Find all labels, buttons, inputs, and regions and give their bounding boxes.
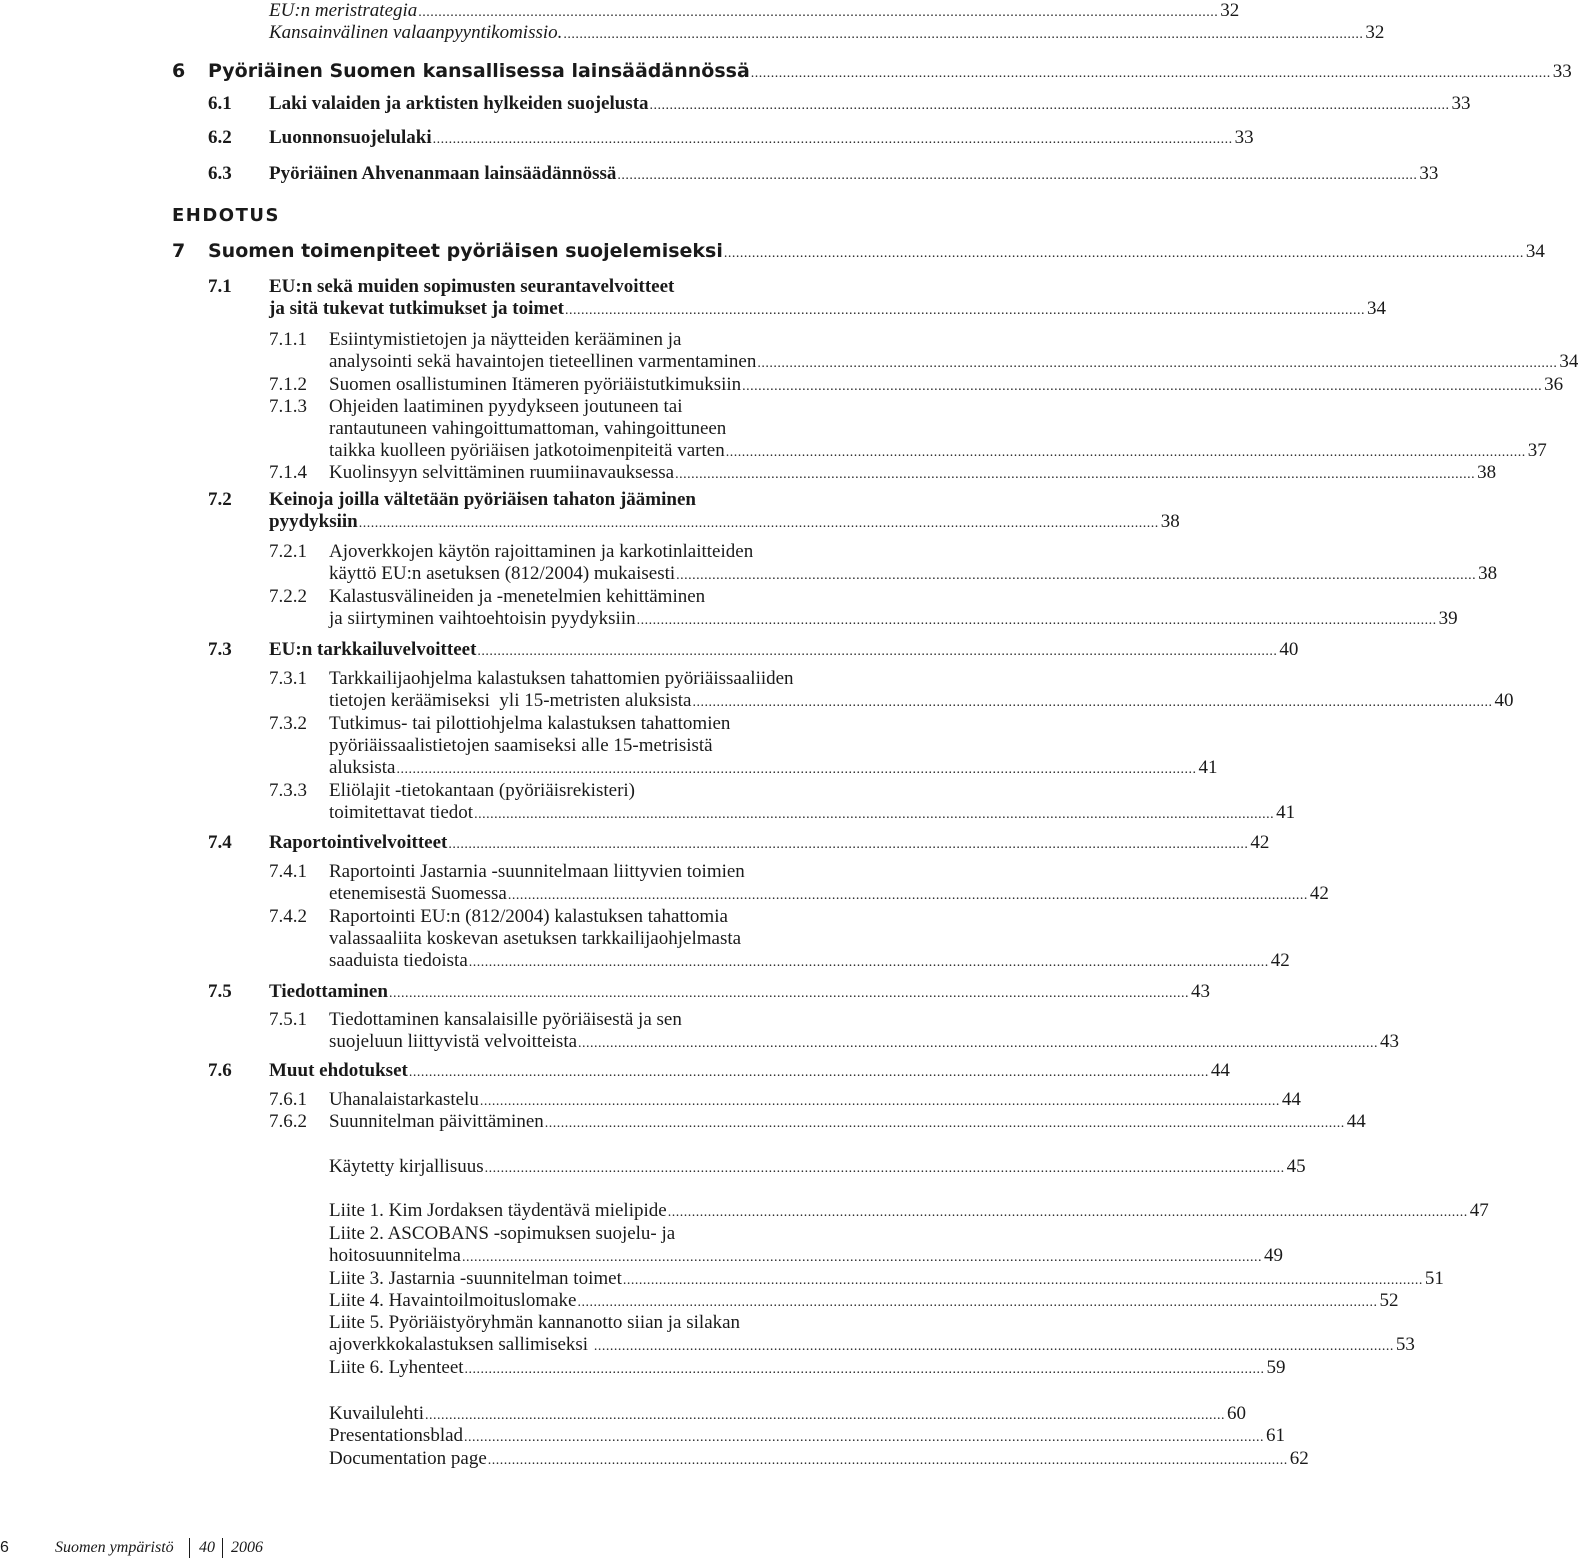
toc-section-number: 7.1.1 [269, 329, 307, 350]
toc-entry-line [329, 1031, 1400, 1053]
toc-entry-line [329, 780, 958, 802]
toc-entry-line [329, 668, 958, 690]
toc-entry-line [329, 1334, 1415, 1356]
toc-page-number: 43 [1190, 981, 1210, 1002]
dot-leader: ........................................................................................................................................................................................................ [723, 246, 1524, 261]
toc-entry-line [329, 1290, 1399, 1312]
toc-entry-line [329, 1089, 1301, 1111]
toc-page-number: 40 [1494, 690, 1514, 711]
toc-entry-line [329, 713, 958, 735]
toc-page-number: 34 [1367, 298, 1387, 319]
toc-entry-title: tietojen keräämiseksi yli 15-metristen aluksista [329, 690, 692, 711]
toc-entry-line [329, 1009, 958, 1031]
toc-section-number: 6.1 [208, 93, 232, 114]
toc-entry-line [269, 639, 1299, 661]
toc-entry-line [269, 981, 1210, 1003]
dot-leader: ........................................................................................................................................................................................................ [544, 1116, 1345, 1131]
toc-entry-title: pyydyksiin [269, 511, 358, 532]
toc-entry-title: ja siirtyminen vaihtoehtoisin pyydyksiin [329, 608, 636, 629]
toc-entry-title: Kuolinsyyn selvittäminen ruumiinavauksessa [329, 462, 675, 483]
toc-entry-line [269, 298, 1387, 320]
toc-entry-title: Presentationsblad [329, 1425, 464, 1446]
toc-entry-title: Eliölajit -tietokantaan (pyöriäisrekisteri) [329, 780, 636, 801]
toc-entry-title: hoitosuunnitelma [329, 1245, 461, 1266]
dot-leader: ........................................................................................................................................................................................................ [477, 644, 1278, 659]
dot-leader: ........................................................................................................................................................................................................ [636, 613, 1437, 628]
toc-entry-line [329, 1448, 1309, 1470]
toc-page-number: 42 [1309, 883, 1329, 904]
toc-entry-title: Raportointivelvoitteet [269, 832, 448, 853]
toc-entry-title: Keinoja joilla vältetään pyöriäisen tahaton jääminen [269, 489, 696, 510]
dot-leader: ........................................................................................................................................................................................................ [649, 98, 1450, 113]
dot-leader: ........................................................................................................................................................................................................ [479, 1094, 1280, 1109]
dot-leader: ........................................................................................................................................................................................................ [388, 986, 1189, 1001]
toc-page-number: 36 [1544, 374, 1564, 395]
toc-section-number: 7.4.2 [269, 906, 307, 927]
dot-leader: ........................................................................................................................................................................................................ [484, 1161, 1285, 1176]
toc-entry-title: saaduista tiedoista [329, 950, 468, 971]
toc-entry-title: Ajoverkkojen käytön rajoittaminen ja karkotinlaitteiden [329, 541, 754, 562]
footer-year: 2006 [231, 1539, 263, 1556]
toc-entry-line [269, 511, 1180, 533]
toc-page-number: 34 [1525, 241, 1545, 262]
dot-leader: ........................................................................................................................................................................................................ [565, 303, 1366, 318]
toc-entry-line [329, 440, 1547, 462]
footer-separator [189, 1538, 190, 1558]
toc-entry-title: aluksista [329, 757, 396, 778]
toc-entry-title: Liite 4. Havaintoilmoituslomake [329, 1290, 577, 1311]
dot-leader: ........................................................................................................................................................................................................ [563, 27, 1364, 42]
toc-entry-title: Raportointi EU:n (812/2004) kalastuksen tahattomia [329, 906, 728, 927]
dot-leader: ........................................................................................................................................................................................................ [487, 1453, 1288, 1468]
toc-entry-title: Liite 3. Jastarnia -suunnitelman toimet [329, 1268, 622, 1289]
toc-entry-title: valassaaliita koskevan asetuksen tarkkailijaohjelmasta [329, 928, 742, 949]
toc-entry-line [329, 1268, 1444, 1290]
toc-entry-line [269, 22, 1385, 44]
toc-page-number: 49 [1263, 1245, 1283, 1266]
toc-section-number: 7.1.3 [269, 396, 307, 417]
toc-entry-line [329, 1425, 1286, 1447]
toc-entry-title: Pyöriäinen Ahvenanmaan lainsäädännössä [269, 163, 617, 184]
toc-page-number: 41 [1198, 757, 1218, 778]
toc-entry-title: Liite 1. Kim Jordaksen täydentävä mielipide [329, 1200, 667, 1221]
toc-page-number: 38 [1478, 563, 1498, 584]
toc-entry-title: Suunnitelman päivittäminen [329, 1111, 544, 1132]
toc-page-number: 38 [1160, 511, 1180, 532]
toc-section-number: 7.5 [208, 981, 232, 1002]
toc-entry-line [329, 329, 958, 351]
toc-page-number: 33 [1451, 93, 1471, 114]
toc-entry-title: Liite 5. Pyöriäistyöryhmän kannanotto siian ja silakan [329, 1312, 741, 1333]
dot-leader: ........................................................................................................................................................................................................ [464, 1430, 1265, 1445]
toc-page-number: 37 [1527, 440, 1547, 461]
toc-page-number: 42 [1270, 950, 1290, 971]
toc-section-number: 7.3 [208, 639, 232, 660]
toc-page-number: 39 [1438, 608, 1458, 629]
dot-leader: ........................................................................................................................................................................................................ [742, 379, 1543, 394]
toc-entry-line [329, 1111, 1366, 1133]
toc-page-number: 62 [1289, 1448, 1309, 1469]
toc-entry-line [329, 802, 1296, 824]
toc-entry-line [269, 489, 958, 511]
toc-entry-title: Kalastusvälineiden ja -menetelmien kehittäminen [329, 586, 706, 607]
footer-page-number: 6 [0, 1539, 9, 1556]
toc-entry-title: taikka kuolleen pyöriäisen jatkotoimenpiteitä varten [329, 440, 725, 461]
toc-section-number: 7.3.3 [269, 780, 307, 801]
toc-entry-line [269, 127, 1254, 149]
dot-leader: ........................................................................................................................................................................................................ [432, 132, 1233, 147]
toc-entry-line [329, 396, 958, 418]
dot-leader: ........................................................................................................................................................................................................ [577, 1295, 1378, 1310]
toc-entry-title: Tutkimus- tai pilottiohjelma kalastuksen tahattomien [329, 713, 731, 734]
toc-entry-line [329, 374, 1564, 396]
toc-page-number: 44 [1346, 1111, 1366, 1132]
toc-entry-line [329, 1245, 1283, 1267]
toc-section-number: 7.2.1 [269, 541, 307, 562]
toc-entry-title: Tiedottaminen kansalaisille pyöriäisestä ja sen [329, 1009, 682, 1030]
toc-page-number: 44 [1210, 1060, 1230, 1081]
toc-entry-title: EU:n meristrategia [269, 0, 418, 21]
toc-entry-line [329, 883, 1329, 905]
toc-entry-title: Ohjeiden laatiminen pyydykseen joutuneen tai [329, 396, 683, 417]
toc-entry-title: etenemisestä Suomessa [329, 883, 507, 904]
toc-entry-line [329, 1357, 1286, 1379]
toc-entry-title: toimitettavat tiedot [329, 802, 474, 823]
toc-entry-title: suojeluun liittyvistä velvoitteista [329, 1031, 578, 1052]
toc-section-number: 7.6.1 [269, 1089, 307, 1110]
toc-entry-line [269, 163, 1439, 185]
toc-entry-title: ajoverkkokalastuksen sallimiseksi [329, 1334, 593, 1355]
toc-entry-line [269, 93, 1471, 115]
footer-separator [222, 1538, 223, 1558]
toc-entry-line [208, 60, 1572, 82]
toc-entry-line [329, 1156, 1306, 1178]
toc-page-number: 40 [1279, 639, 1299, 660]
toc-page-number: 61 [1266, 1425, 1286, 1446]
dot-leader: ........................................................................................................................................................................................................ [667, 1205, 1468, 1220]
toc-entry-title: analysointi sekä havaintojen tieteellinen varmentaminen [329, 351, 757, 372]
toc-section-number: 6.2 [208, 127, 232, 148]
toc-page-number: 41 [1276, 802, 1296, 823]
dot-leader: ........................................................................................................................................................................................................ [424, 1408, 1225, 1423]
toc-entry-line [269, 832, 1270, 854]
toc-entry-title: rantautuneen vahingoittumattoman, vahingoittuneen [329, 418, 727, 439]
toc-entry-line [329, 757, 1218, 779]
toc-entry-title: Pyöriäinen Suomen kansallisessa lainsäädännössä [208, 60, 750, 82]
dot-leader: ........................................................................................................................................................................................................ [757, 356, 1558, 371]
toc-entry-title: Tiedottaminen [269, 981, 388, 1002]
toc-page-number: 33 [1234, 127, 1254, 148]
dot-leader: ........................................................................................................................................................................................................ [408, 1065, 1209, 1080]
toc-page-number: 33 [1552, 61, 1572, 82]
toc-page-number: 44 [1281, 1089, 1301, 1110]
toc-entry-line [208, 240, 1545, 262]
toc-entry-line [329, 1223, 958, 1245]
dot-leader: ........................................................................................................................................................................................................ [507, 888, 1308, 903]
toc-page-number: 51 [1424, 1268, 1444, 1289]
toc-section-number: 7.1 [208, 276, 232, 297]
dot-leader: ........................................................................................................................................................................................................ [448, 837, 1249, 852]
toc-section-number: 7.3.1 [269, 668, 307, 689]
toc-section-number: 7.6 [208, 1060, 232, 1081]
dot-leader: ........................................................................................................................................................................................................ [464, 1362, 1265, 1377]
toc-entry-line [269, 0, 1240, 22]
toc-entry-title: Suomen toimenpiteet pyöriäisen suojelemiseksi [208, 240, 723, 262]
dot-leader: ........................................................................................................................................................................................................ [358, 516, 1159, 531]
toc-entry-title: Esiintymistietojen ja näytteiden kerääminen ja [329, 329, 682, 350]
toc-entry-title: Kuvailulehti [329, 1403, 424, 1424]
dot-leader: ........................................................................................................................................................................................................ [461, 1250, 1262, 1265]
toc-entry-title: Muut ehdotukset [269, 1060, 408, 1081]
toc-entry-line [329, 928, 958, 950]
dot-leader: ........................................................................................................................................................................................................ [578, 1036, 1379, 1051]
dot-leader: ........................................................................................................................................................................................................ [418, 5, 1219, 20]
toc-section-number: 6 [172, 60, 186, 82]
toc-entry-line [329, 950, 1290, 972]
toc-entry-title: Kansainvälinen valaanpyyntikomissio. [269, 22, 563, 43]
toc-section-number: 7.4.1 [269, 861, 307, 882]
toc-entry-title: Liite 2. ASCOBANS -sopimuksen suojelu- ja [329, 1223, 676, 1244]
toc-entry-title: EU:n tarkkailuvelvoitteet [269, 639, 477, 660]
toc-page-number: 34 [1559, 351, 1578, 372]
toc-entry-line [329, 418, 958, 440]
toc-entry-title: pyöriäissaalistietojen saamiseksi alle 15-metrisistä [329, 735, 713, 756]
toc-entry-line [269, 276, 958, 298]
toc-entry-title: ja sitä tukevat tutkimukset ja toimet [269, 298, 565, 319]
toc-entry-title: Luonnonsuojelulaki [269, 127, 432, 148]
dot-leader: ........................................................................................................................................................................................................ [593, 1339, 1394, 1354]
dot-leader: ........................................................................................................................................................................................................ [692, 695, 1493, 710]
toc-page-number: 42 [1250, 832, 1270, 853]
toc-entry-line [329, 1200, 1489, 1222]
toc-section-number: 7.1.4 [269, 462, 307, 483]
toc-entry-title: Käytetty kirjallisuus [329, 1156, 484, 1177]
toc-entry-line [269, 1060, 1230, 1082]
dot-leader: ........................................................................................................................................................................................................ [474, 807, 1275, 822]
toc-entry-title: Raportointi Jastarnia -suunnitelmaan liittyvien toimien [329, 861, 745, 882]
toc-page-number: 45 [1286, 1156, 1306, 1177]
footer-publication: Suomen ympäristö [55, 1539, 174, 1556]
toc-section-number: 7 [172, 240, 186, 262]
toc-entry-line [329, 1312, 958, 1334]
toc-entry-line [329, 906, 958, 928]
toc-section-number: 7.1.2 [269, 374, 307, 395]
toc-section-number: 7.2 [208, 489, 232, 510]
toc-entry-title: Documentation page [329, 1448, 487, 1469]
dot-leader: ........................................................................................................................................................................................................ [676, 568, 1477, 583]
toc-entry-title: Laki valaiden ja arktisten hylkeiden suojelusta [269, 93, 649, 114]
toc-entry-line [329, 563, 1498, 585]
toc-section-number: 6.3 [208, 163, 232, 184]
section-heading: EHDOTUS [172, 205, 280, 226]
toc-page-number: 43 [1380, 1031, 1400, 1052]
toc-entry-line [329, 608, 1458, 630]
dot-leader: ........................................................................................................................................................................................................ [396, 762, 1197, 777]
dot-leader: ........................................................................................................................................................................................................ [675, 467, 1476, 482]
dot-leader: ........................................................................................................................................................................................................ [750, 66, 1551, 81]
toc-entry-title: Uhanalaistarkastelu [329, 1089, 479, 1110]
toc-page-number: 32 [1220, 0, 1240, 21]
toc-page-number: 47 [1469, 1200, 1489, 1221]
toc-entry-title: käyttö EU:n asetuksen (812/2004) mukaisesti [329, 563, 676, 584]
dot-leader: ........................................................................................................................................................................................................ [622, 1273, 1423, 1288]
dot-leader: ........................................................................................................................................................................................................ [617, 168, 1418, 183]
toc-entry-title: Liite 6. Lyhenteet [329, 1357, 464, 1378]
toc-entry-line [329, 690, 1514, 712]
toc-page-number: 32 [1365, 22, 1385, 43]
toc-page-number: 53 [1395, 1334, 1415, 1355]
toc-entry-line [329, 735, 958, 757]
toc-section-number: 7.2.2 [269, 586, 307, 607]
footer-issue: 40 [199, 1539, 215, 1556]
dot-leader: ........................................................................................................................................................................................................ [725, 445, 1526, 460]
toc-page-number: 60 [1226, 1403, 1246, 1424]
toc-entry-line [329, 462, 1497, 484]
toc-entry-line [329, 351, 1578, 373]
toc-section-number: 7.4 [208, 832, 232, 853]
toc-page-number: 33 [1419, 163, 1439, 184]
toc-entry-line [329, 1403, 1246, 1425]
toc-entry-line [329, 541, 958, 563]
toc-section-number: 7.5.1 [269, 1009, 307, 1030]
toc-entry-line [329, 586, 958, 608]
toc-entry-line [329, 861, 958, 883]
toc-page-number: 38 [1477, 462, 1497, 483]
dot-leader: ........................................................................................................................................................................................................ [468, 955, 1269, 970]
toc-section-number: 7.6.2 [269, 1111, 307, 1132]
toc-entry-title: Suomen osallistuminen Itämeren pyöriäistutkimuksiin [329, 374, 742, 395]
toc-page-number: 52 [1379, 1290, 1399, 1311]
toc-page-number: 59 [1266, 1357, 1286, 1378]
toc-entry-title: EU:n sekä muiden sopimusten seurantavelvoitteet [269, 276, 675, 297]
toc-section-number: 7.3.2 [269, 713, 307, 734]
toc-entry-title: Tarkkailijaohjelma kalastuksen tahattomien pyöriäissaaliiden [329, 668, 794, 689]
